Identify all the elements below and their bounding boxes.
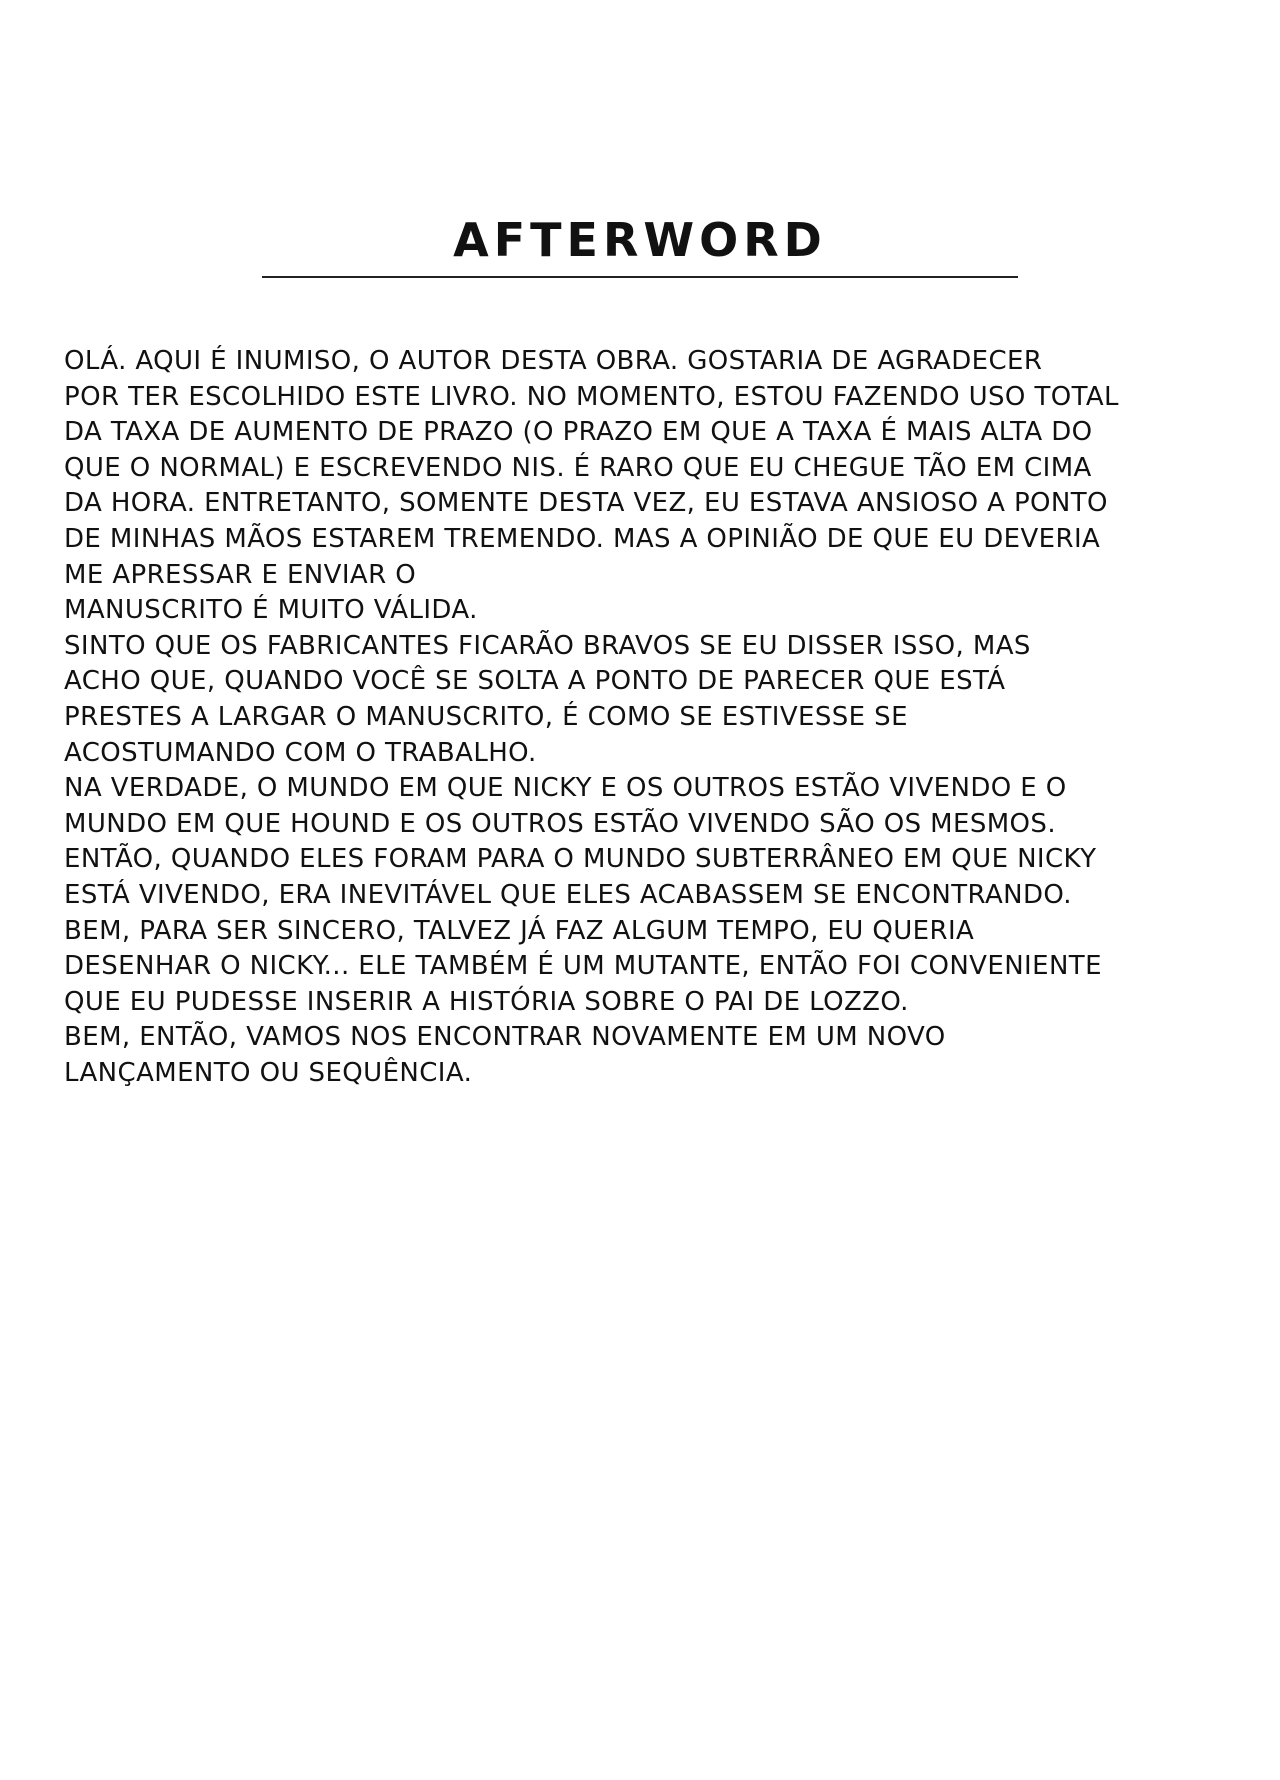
body-line: ACHO QUE, QUANDO VOCÊ SE SOLTA A PONTO DE PARECER QUE ESTÁ [64,666,1006,697]
body-line: ESTÁ VIVENDO, ERA INEVITÁVEL QUE ELES ACABASSEM SE ENCONTRANDO. [64,879,1072,910]
body-line: ENTÃO, QUANDO ELES FORAM PARA O MUNDO SUBTERRÂNEO EM QUE NICKY [64,844,1097,875]
afterword-body [64,344,1224,1091]
body-line: NA VERDADE, O MUNDO EM QUE NICKY E OS OUTROS ESTÃO VIVENDO E O [64,773,1067,804]
body-line: ME APRESSAR E ENVIAR O [64,559,417,590]
body-line: BEM, ENTÃO, VAMOS NOS ENCONTRAR NOVAMENTE EM UM NOVO [64,1022,946,1053]
body-line: DESENHAR O NICKY... ELE TAMBÉM É UM MUTANTE, ENTÃO FOI CONVENIENTE [64,951,1102,982]
body-line: QUE O NORMAL) E ESCREVENDO NIS. É RARO QUE EU CHEGUE TÃO EM CIMA [64,452,1092,483]
body-line: SINTO QUE OS FABRICANTES FICARÃO BRAVOS SE EU DISSER ISSO, MAS [64,630,1031,661]
body-line: ACOSTUMANDO COM O TRABALHO. [64,737,537,768]
body-line: OLÁ. AQUI É INUMISO, O AUTOR DESTA OBRA. GOSTARIA DE AGRADECER [64,346,1043,376]
title-divider [262,276,1018,278]
body-line: MANUSCRITO É MUITO VÁLIDA. [64,595,478,626]
body-line: POR TER ESCOLHIDO ESTE LIVRO. NO MOMENTO, ESTOU FAZENDO USO TOTAL [64,381,1119,412]
body-line: DA TAXA DE AUMENTO DE PRAZO (O PRAZO EM QUE A TAXA É MAIS ALTA DO [64,417,1093,448]
body-line: DA HORA. ENTRETANTO, SOMENTE DESTA VEZ, EU ESTAVA ANSIOSO A PONTO [64,488,1108,519]
body-line: DE MINHAS MÃOS ESTAREM TREMENDO. MAS A OPINIÃO DE QUE EU DEVERIA [64,523,1101,554]
body-line: LANÇAMENTO OU SEQUÊNCIA. [64,1057,473,1088]
body-line: BEM, PARA SER SINCERO, TALVEZ JÁ FAZ ALGUM TEMPO, EU QUERIA [64,915,975,946]
body-line: MUNDO EM QUE HOUND E OS OUTROS ESTÃO VIVENDO SÃO OS MESMOS. [64,808,1056,839]
body-line: PRESTES A LARGAR O MANUSCRITO, É COMO SE ESTIVESSE SE [64,701,908,732]
body-line: QUE EU PUDESSE INSERIR A HISTÓRIA SOBRE O PAI DE LOZZO. [64,986,909,1017]
page-title: AFTERWORD [453,213,827,267]
